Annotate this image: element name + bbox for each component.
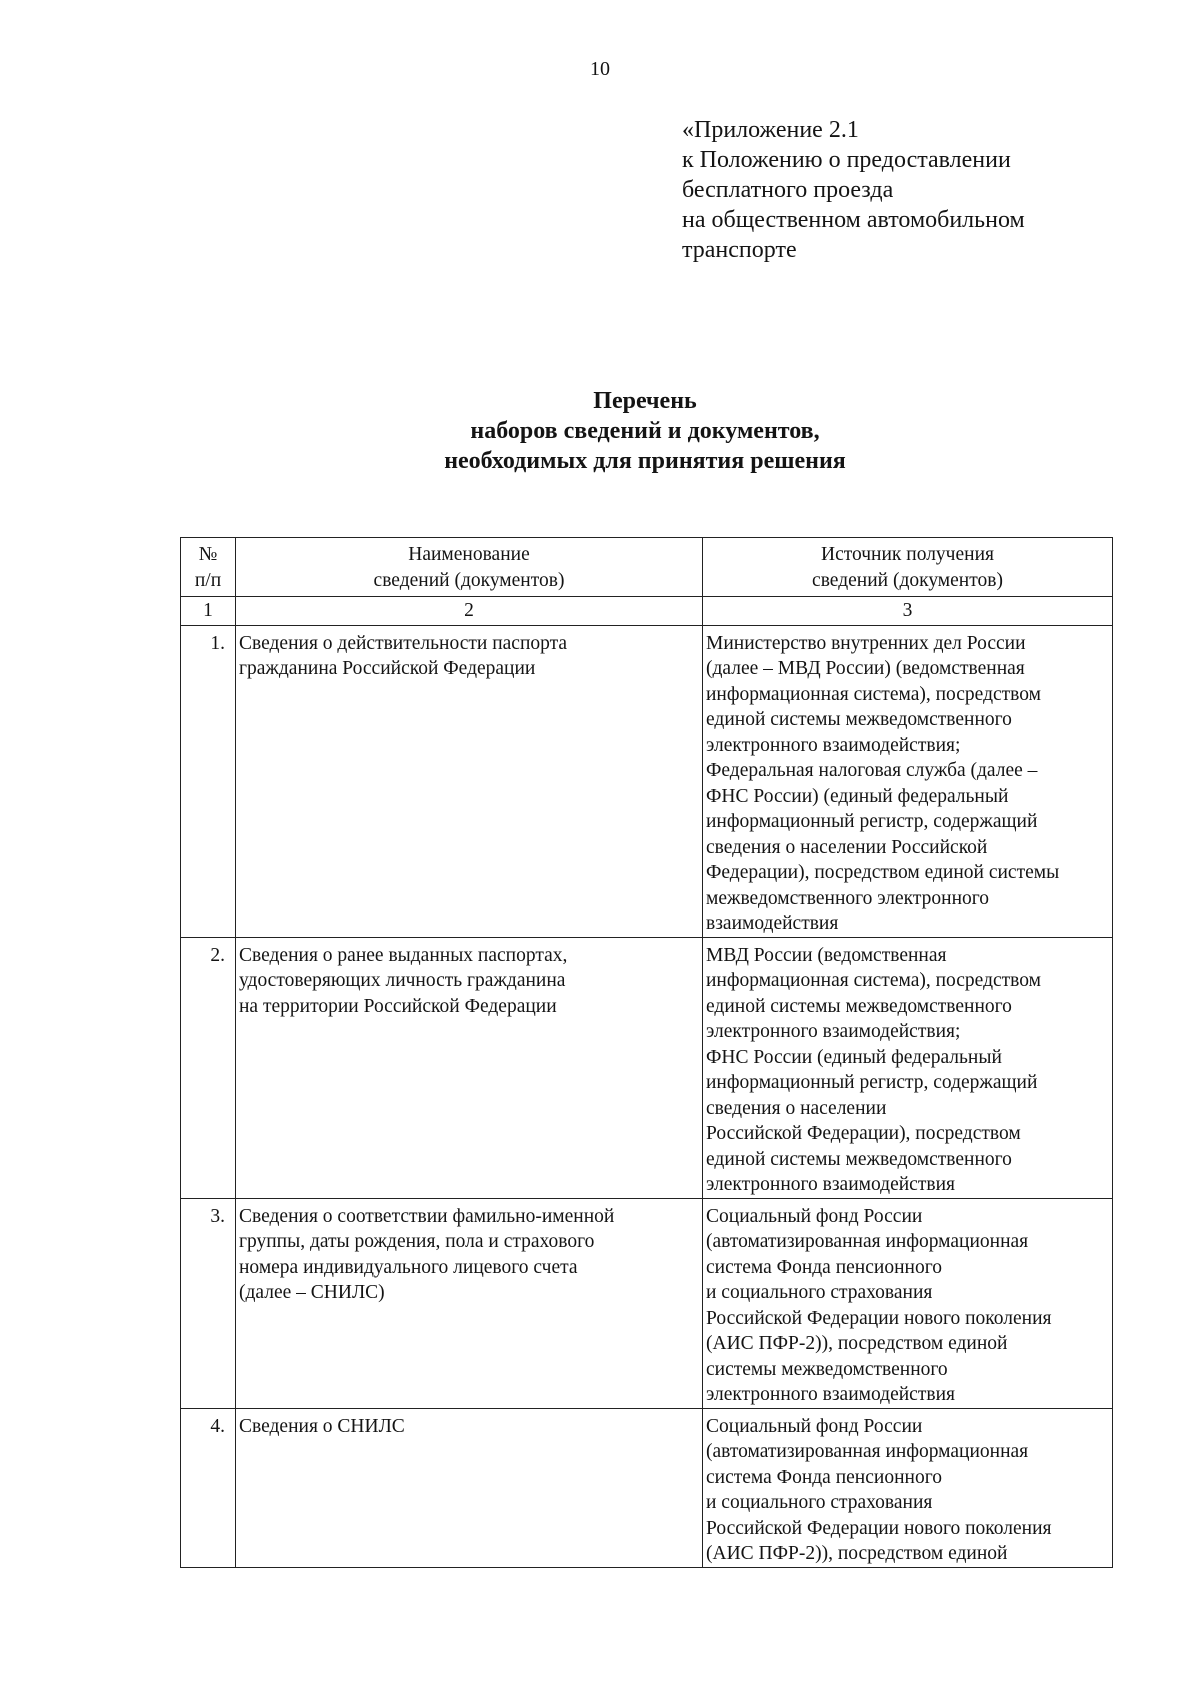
row-number: 3.: [181, 1198, 236, 1408]
title-line: наборов сведений и документов,: [470, 418, 820, 444]
header-text: сведений (документов): [373, 569, 565, 591]
source-line: МВД России (ведомственная: [706, 944, 947, 966]
row-source: [703, 625, 1113, 937]
document-name-line: Сведения о СНИЛС: [239, 1415, 405, 1437]
document-name-line: Сведения о соответствии фамильно-именной: [239, 1205, 615, 1227]
documents-table: [180, 537, 1113, 1568]
appendix-line: к Положению о предоставлении: [682, 147, 1011, 173]
document-name-line: номера индивидуального лицевого счета: [239, 1256, 578, 1278]
title-line: необходимых для принятия решения: [444, 448, 846, 474]
source-line: Федеральная налоговая служба (далее –: [706, 760, 1038, 781]
column-numbering-row: [181, 597, 1113, 626]
source-line: информационная система), посредством: [706, 970, 1041, 991]
source-line: единой системы межведомственного: [706, 709, 1012, 730]
header-number: [181, 538, 236, 597]
source-line: единой системы межведомственного: [706, 1148, 1012, 1170]
source-line: (автоматизированная информационная: [706, 1441, 1029, 1462]
source-line: электронного взаимодействия: [706, 1384, 955, 1405]
document-name-line: Сведения о ранее выданных паспортах,: [239, 944, 568, 966]
source-line: (АИС ПФР-2)), посредством единой: [706, 1333, 1008, 1354]
row-number: 4.: [181, 1408, 236, 1567]
document-name-line: гражданина Российской Федерации: [239, 658, 536, 679]
row-document-name: [236, 1408, 703, 1567]
source-line: электронного взаимодействия;: [706, 1021, 961, 1042]
appendix-line: на общественном автомобильном: [682, 207, 1025, 233]
source-line: Министерство внутренних дел России: [706, 632, 1026, 654]
header-text: Наименование: [408, 544, 530, 565]
header-text: сведений (документов): [812, 569, 1003, 591]
source-line: информационный регистр, содержащий: [706, 1072, 1038, 1093]
source-line: Российской Федерации нового поколения: [706, 1517, 1052, 1539]
header-name: [236, 538, 703, 597]
source-line: Федерации), посредством единой системы: [706, 862, 1060, 883]
source-line: и социального страхования: [706, 1492, 933, 1513]
column-number: 1: [181, 597, 236, 626]
document-name-line: группы, даты рождения, пола и страхового: [239, 1231, 595, 1252]
appendix-line: бесплатного проезда: [682, 177, 894, 203]
source-line: Российской Федерации нового поколения: [706, 1307, 1052, 1329]
document-name-line: на территории Российской Федерации: [239, 995, 557, 1017]
row-document-name: [236, 1198, 703, 1408]
title-line: Перечень: [593, 388, 697, 414]
source-line: система Фонда пенсионного: [706, 1256, 942, 1278]
page-number: 10: [590, 58, 610, 80]
document-name-line: Сведения о действительности паспорта: [239, 632, 568, 654]
row-document-name: [236, 937, 703, 1198]
source-line: ФНС России) (единый федеральный: [706, 785, 1009, 807]
document-name-line: удостоверяющих личность гражданина: [239, 970, 566, 991]
source-line: взаимодействия: [706, 913, 839, 934]
table-row: [181, 937, 1113, 1198]
header-text: №: [198, 544, 218, 565]
row-number: 2.: [181, 937, 236, 1198]
table-row: [181, 1408, 1113, 1567]
source-line: электронного взаимодействия: [706, 1174, 955, 1195]
document-title: [0, 386, 1200, 476]
source-line: электронного взаимодействия;: [706, 734, 961, 756]
header-text: п/п: [194, 569, 222, 591]
source-line: межведомственного электронного: [706, 887, 990, 909]
appendix-line: транспорте: [682, 237, 797, 263]
source-line: системы межведомственного: [706, 1358, 948, 1380]
source-line: Российской Федерации), посредством: [706, 1123, 1021, 1144]
column-number: 2: [236, 597, 703, 626]
source-line: информационный регистр, содержащий: [706, 811, 1038, 832]
table-body: [181, 625, 1113, 1567]
source-line: сведения о населении Российской: [706, 836, 988, 858]
document-name-line: (далее – СНИЛС): [239, 1282, 385, 1303]
source-line: информационная система), посредством: [706, 683, 1041, 705]
table-header-row: [181, 538, 1113, 597]
source-line: ФНС России (единый федеральный: [706, 1046, 1002, 1068]
appendix-reference: [682, 115, 1162, 265]
row-number: 1.: [181, 625, 236, 937]
row-document-name: [236, 625, 703, 937]
row-source: [703, 1198, 1113, 1408]
appendix-line: «Приложение 2.1: [682, 117, 859, 143]
source-line: единой системы межведомственного: [706, 995, 1012, 1017]
source-line: (АИС ПФР-2)), посредством единой: [706, 1543, 1008, 1564]
table-row: [181, 625, 1113, 937]
table-row: [181, 1198, 1113, 1408]
header-source: [703, 538, 1113, 597]
source-line: Социальный фонд России: [706, 1205, 923, 1227]
source-line: и социального страхования: [706, 1282, 933, 1303]
row-source: [703, 1408, 1113, 1567]
source-line: сведения о населении: [706, 1097, 887, 1119]
source-line: Социальный фонд России: [706, 1415, 923, 1437]
row-source: [703, 937, 1113, 1198]
source-line: система Фонда пенсионного: [706, 1466, 942, 1488]
source-line: (автоматизированная информационная: [706, 1231, 1029, 1252]
column-number: 3: [703, 597, 1113, 626]
source-line: (далее – МВД России) (ведомственная: [706, 658, 1025, 679]
header-text: Источник получения: [821, 544, 994, 565]
